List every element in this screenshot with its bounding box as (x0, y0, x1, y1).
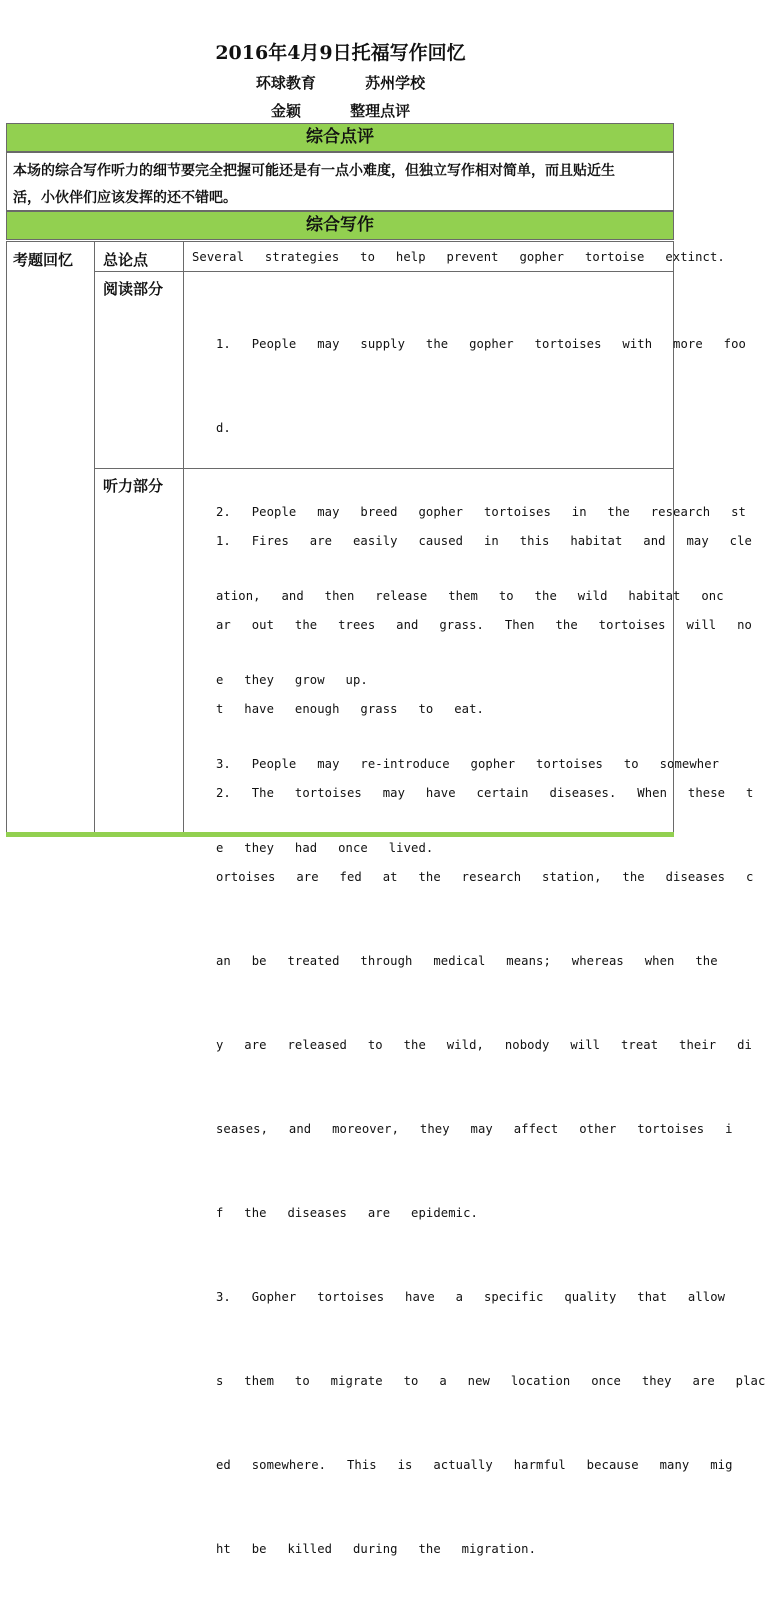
author-line (0, 100, 681, 121)
listening-line: y are released to the wild, nobody will treat their di (216, 1038, 752, 1052)
overview-line-1: 本场的综合写作听力的细节要完全把握可能还是有一点小难度，但独立写作相对简单，而且贴近生 (13, 163, 615, 179)
listening-line: f the diseases are epidemic. (216, 1206, 478, 1220)
school-name: 苏州学校 (365, 74, 426, 92)
listening-line: seases, and moreover, they may affect other tortoises i (216, 1122, 733, 1136)
listening-line: ar out the trees and grass. Then the tortoises will no (216, 618, 752, 632)
author-role: 整理点评 (350, 102, 411, 120)
reading-label: 阅读部分 (103, 280, 164, 298)
reading-line: 2. People may breed gopher tortoises in the research st (216, 505, 746, 519)
thesis-label: 总论点 (103, 251, 149, 269)
listening-line: ortoises are fed at the research station, the diseases c (216, 870, 754, 884)
overview-line-2: 活，小伙伴们应该发挥的还不错吧。 (13, 190, 237, 206)
listening-line: ed somewhere. This is actually harmful because many mig (216, 1458, 733, 1472)
recall-label: 考题回忆 (13, 251, 74, 269)
listening-line: an be treated through medical means; whereas when the (216, 954, 718, 968)
listening-line: 3. Gopher tortoises have a specific quality that allow (216, 1290, 726, 1304)
question-table (6, 241, 765, 1556)
organization-line (0, 72, 681, 93)
reading-line: 1. People may supply the gopher tortoises with more foo (216, 337, 746, 351)
reading-line: e they grow up. (216, 673, 368, 687)
document-title: 2016年4月9日托福写作回忆 (215, 42, 466, 64)
listening-line: ht be killed during the migration. (216, 1542, 537, 1556)
listening-line: s them to migrate to a new location once they are plac (216, 1374, 765, 1388)
integrated-section-header: 综合写作 (6, 211, 674, 240)
reading-line: 3. People may re-introduce gopher tortoises to somewher (216, 757, 720, 771)
author-name: 金颖 (270, 102, 301, 120)
thesis-text: Several strategies to help prevent gopher tortoise extinct. (192, 250, 725, 264)
reading-line: d. (216, 421, 231, 435)
listening-label: 听力部分 (103, 477, 164, 495)
overview-section-header: 综合点评 (6, 123, 674, 152)
reading-line: e they had once lived. (216, 841, 434, 855)
listening-text (216, 471, 765, 1619)
listening-line: 2. The tortoises may have certain diseases. When these t (216, 786, 754, 800)
next-section-bar (6, 832, 674, 837)
listening-line: t have enough grass to eat. (216, 702, 484, 716)
overview-comment (6, 152, 674, 211)
org-name: 环球教育 (255, 74, 316, 92)
listening-line: 1. Fires are easily caused in this habitat and may cle (216, 534, 752, 548)
reading-line: ation, and then release them to the wild habitat onc (216, 589, 724, 603)
